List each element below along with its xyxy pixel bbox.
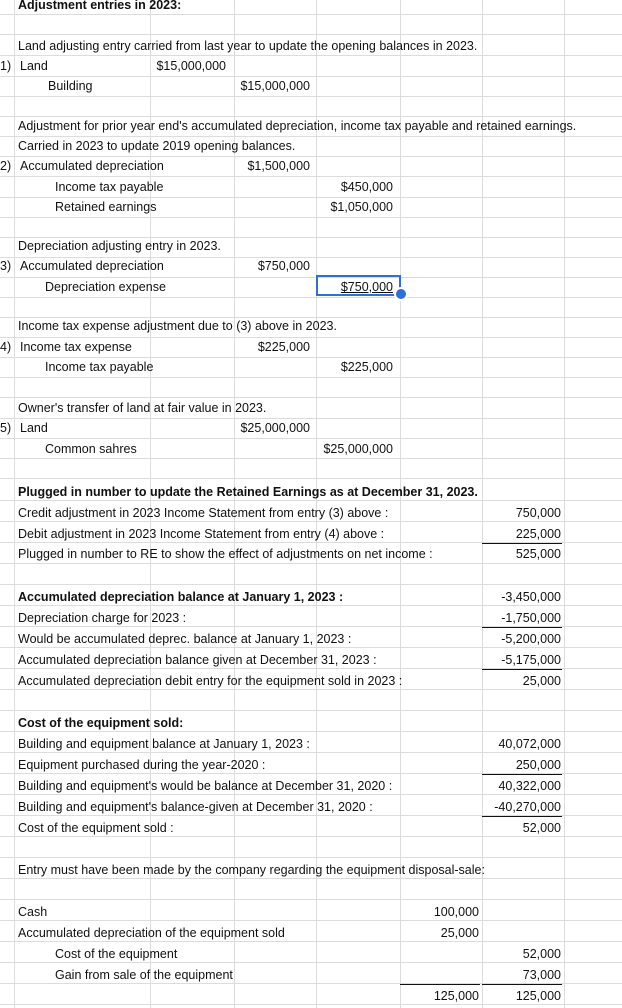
gridline (0, 55, 622, 56)
entry4-credit-amount: $225,000 (340, 360, 393, 374)
gridline (0, 962, 622, 963)
entry5-debit-amount: $25,000,000 (240, 421, 310, 435)
gridline (0, 297, 622, 298)
cost-line-3: Building and equipment's would be balance at December 31, 2020 : (18, 779, 393, 793)
gridline (0, 277, 622, 278)
gridline (0, 563, 622, 564)
cash-amount: 100,000 (433, 905, 479, 919)
ad-line-1: Depreciation charge for 2023 : (18, 611, 187, 625)
gridline (0, 794, 622, 795)
entry2-description-2: Carried in 2023 to update 2019 opening balances. (18, 139, 296, 153)
underline (482, 984, 562, 985)
cost-value-1: 40,072,000 (498, 737, 561, 751)
sheet-title: Adjustment entries in 2023: (18, 0, 182, 12)
re-value-1: 750,000 (515, 506, 561, 520)
entry5-credit-account: Common sahres (45, 442, 137, 456)
gridline (0, 605, 622, 606)
entry2-credit2-account: Retained earnings (55, 200, 157, 214)
entry2-credit1-account: Income tax payable (55, 180, 164, 194)
entry2-debit-amount: $1,500,000 (247, 159, 310, 173)
ad-line-2: Would be accumulated deprec. balance at January 1, 2023 : (18, 632, 352, 646)
ad-value-2: -5,200,000 (501, 632, 561, 646)
gridline (0, 156, 622, 157)
gridline (0, 337, 622, 338)
entry3-credit-account: Depreciation expense (45, 280, 166, 294)
entry4-debit-amount: $225,000 (257, 340, 310, 354)
entry2-credit2-amount: $1,050,000 (330, 200, 393, 214)
underline (482, 669, 562, 670)
re-line-2: Debit adjustment in 2023 Income Statement from entry (4) above : (18, 527, 385, 541)
ad-value-0: -3,450,000 (501, 590, 561, 604)
gridline (0, 857, 622, 858)
cost-value-3: 40,322,000 (498, 779, 561, 793)
cost-heading: Cost of the equipment sold: (18, 716, 184, 730)
gridline (0, 731, 622, 732)
gain-label: Gain from sale of the equipment (55, 968, 233, 982)
gridline (0, 377, 622, 378)
entry4-description: Income tax expense adjustment due to (3) above in 2023. (18, 319, 337, 333)
gridline (0, 197, 622, 198)
entry1-number: 1) (0, 59, 12, 73)
entry4-credit-account: Income tax payable (45, 360, 154, 374)
gridline (0, 752, 622, 753)
gridline (0, 521, 622, 522)
cost-value-4: -40,270,000 (494, 800, 561, 814)
gridline (0, 500, 622, 501)
cost-amount: 52,000 (522, 947, 561, 961)
gridline (0, 1004, 622, 1005)
ad-heading: Accumulated depreciation balance at January 1, 2023 : (18, 590, 344, 604)
gridline (0, 176, 622, 177)
underline (482, 816, 562, 817)
gridline (0, 710, 622, 711)
gridline (0, 136, 622, 137)
gridline (0, 478, 622, 479)
entry3-number: 3) (0, 259, 12, 273)
gridline (0, 584, 622, 585)
cash-label: Cash (18, 905, 48, 919)
cost-line-4: Building and equipment's balance-given at December 31, 2020 : (18, 800, 373, 814)
entry5-debit-account: Land (20, 421, 48, 435)
re-line-1: Credit adjustment in 2023 Income Statement from entry (3) above : (18, 506, 389, 520)
entry2-description-1: Adjustment for prior year end's accumulated depreciation, income tax payable and retained earnings. (18, 119, 577, 133)
cost-label: Cost of the equipment (55, 947, 178, 961)
gridline (0, 899, 622, 900)
gridline (0, 941, 622, 942)
cost-line-1: Building and equipment balance at January 1, 2023 : (18, 737, 310, 751)
gridline (0, 397, 622, 398)
gridline (0, 217, 622, 218)
gridline (0, 14, 622, 15)
entry3-description: Depreciation adjusting entry in 2023. (18, 239, 221, 253)
underline (482, 627, 562, 628)
gridline (0, 878, 622, 879)
entry4-number: 4) (0, 340, 12, 354)
accdep-amount: 25,000 (440, 926, 479, 940)
ad-line-3: Accumulated depreciation balance given at December 31, 2023 : (18, 653, 377, 667)
entry2-debit-account: Accumulated depreciation (20, 159, 164, 173)
entry5-credit-amount: $25,000,000 (323, 442, 393, 456)
accdep-label: Accumulated depreciation of the equipment sold (18, 926, 285, 940)
gridline (0, 438, 622, 439)
gridline (0, 96, 622, 97)
gridline (0, 76, 622, 77)
entry-heading: Entry must have been made by the company regarding the equipment disposal-sale: (18, 863, 485, 877)
ad-value-1: -1,750,000 (501, 611, 561, 625)
underline (482, 774, 562, 775)
entry3-debit-account: Accumulated depreciation (20, 259, 164, 273)
gridline (0, 116, 622, 117)
gridline (0, 357, 622, 358)
entry5-description: Owner's transfer of land at fair value in 2023. (18, 401, 267, 415)
total-debit: 125,000 (433, 989, 479, 1003)
entry3-credit-amount[interactable]: $750,000 (340, 280, 393, 294)
entry4-debit-account: Income tax expense (20, 340, 132, 354)
re-value-2: 225,000 (515, 527, 561, 541)
fill-handle[interactable] (394, 287, 408, 301)
entry1-credit-account: Building (48, 79, 93, 93)
gridline (0, 647, 622, 648)
re-heading: Plugged in number to update the Retained Earnings as at December 31, 2023. (18, 485, 478, 499)
gain-amount: 73,000 (522, 968, 561, 982)
underline (400, 984, 480, 985)
gridline (0, 418, 622, 419)
entry1-debit-amount: $15,000,000 (156, 59, 226, 73)
total-credit: 125,000 (515, 989, 561, 1003)
entry3-debit-amount: $750,000 (257, 259, 310, 273)
ad-line-4: Accumulated depreciation debit entry for the equipment sold in 2023 : (18, 674, 403, 688)
gridline (0, 458, 622, 459)
re-line-3: Plugged in number to RE to show the effect of adjustments on net income : (18, 547, 433, 561)
ad-value-4: 25,000 (522, 674, 561, 688)
gridline (0, 920, 622, 921)
cost-line-5: Cost of the equipment sold : (18, 821, 174, 835)
cost-value-5: 52,000 (522, 821, 561, 835)
gridline (0, 34, 622, 35)
cost-line-2: Equipment purchased during the year-2020 : (18, 758, 266, 772)
gridline (0, 836, 622, 837)
entry1-description: Land adjusting entry carried from last year to update the opening balances in 2023. (18, 39, 478, 53)
entry5-number: 5) (0, 421, 12, 435)
entry2-credit1-amount: $450,000 (340, 180, 393, 194)
underline (482, 543, 562, 544)
entry2-number: 2) (0, 159, 12, 173)
gridline (0, 689, 622, 690)
cost-value-2: 250,000 (515, 758, 561, 772)
re-value-3: 525,000 (515, 547, 561, 561)
ad-value-3: -5,175,000 (501, 653, 561, 667)
entry1-credit-amount: $15,000,000 (240, 79, 310, 93)
entry1-debit-account: Land (20, 59, 48, 73)
